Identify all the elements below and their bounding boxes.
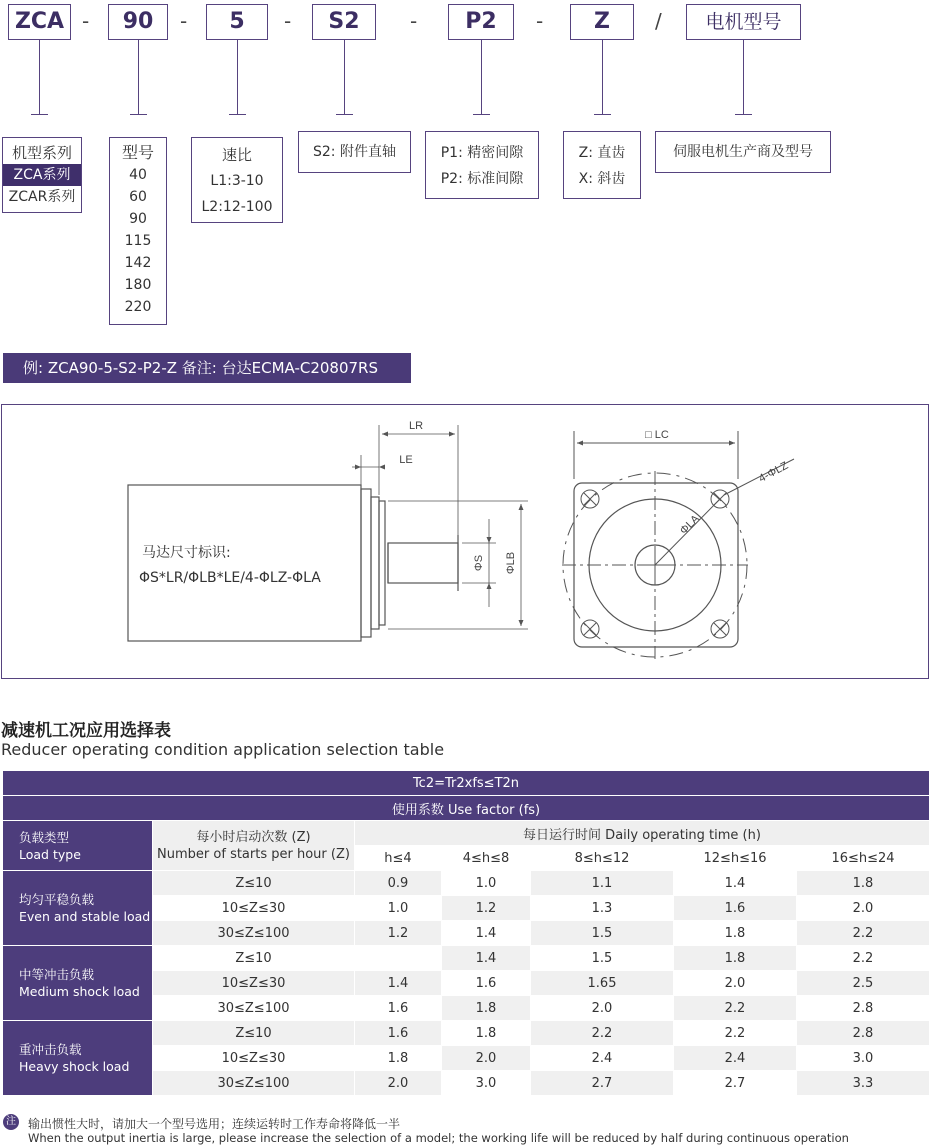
value-cell: 2.2 [674, 996, 797, 1021]
value-cell: 2.2 [797, 921, 930, 946]
gear-item: Z: 直齿 [578, 145, 626, 161]
value-cell: 1.65 [531, 971, 674, 996]
code-gear: Z [570, 4, 634, 40]
model-item: 180 [124, 277, 152, 293]
series-item: ZCAR系列 [8, 189, 76, 205]
value-cell: 1.1 [531, 871, 674, 896]
value-cell: 1.0 [355, 896, 442, 921]
starts-cell: Z≤10 [153, 946, 355, 971]
connector-tick [735, 114, 752, 115]
shaft-title: S2: 附件直轴 [313, 144, 396, 160]
value-cell: 1.8 [797, 871, 930, 896]
load-type-cell [3, 1021, 153, 1096]
selection-table-wrap [2, 770, 929, 1096]
dimension-svg [2, 405, 930, 680]
connector-tick [473, 114, 490, 115]
separator: / [655, 9, 662, 33]
separator: - [410, 9, 418, 33]
value-cell: 3.3 [797, 1071, 930, 1096]
hours-header: 4≤h≤8 [442, 846, 531, 871]
value-cell: 1.6 [355, 1021, 442, 1046]
separator: - [536, 9, 544, 33]
backlash-box [425, 131, 539, 199]
load-cn: 均匀平稳负载 [19, 892, 95, 907]
value-cell: 1.8 [355, 1046, 442, 1071]
label-phi-la: ΦLA [677, 512, 702, 537]
motor-label-title: 马达尺寸标识: [142, 545, 231, 561]
load-cn: 中等冲击负载 [19, 967, 95, 982]
motor-title: 伺服电机生产商及型号 [673, 144, 813, 160]
backlash-item: P1: 精密间隙 [440, 145, 524, 161]
load-type-en: Load type [19, 846, 81, 862]
daily-time-header: 每日运行时间 Daily operating time (h) [355, 821, 930, 846]
connector-tick [229, 114, 246, 115]
value-cell: 1.8 [442, 996, 531, 1021]
value-cell: 1.2 [442, 896, 531, 921]
code-ratio: 5 [206, 4, 268, 40]
load-type-header [3, 821, 153, 871]
note-cn: 输出惯性大时，请加大一个型号选用；连续运转时工作寿命将降低一半 [28, 1117, 401, 1131]
separator: - [284, 9, 292, 33]
connector-line [39, 40, 40, 115]
value-cell: 3.0 [442, 1071, 531, 1096]
value-cell: 2.4 [531, 1046, 674, 1071]
label-le: LE [399, 454, 413, 466]
value-cell: 0.9 [355, 871, 442, 896]
table-row [3, 871, 930, 896]
header-row [3, 821, 930, 846]
value-cell: 2.5 [797, 971, 930, 996]
starts-cell: 10≤Z≤30 [153, 1046, 355, 1071]
value-cell: 2.0 [797, 896, 930, 921]
label-phi-s: ΦS [473, 554, 485, 572]
value-cell: 1.4 [355, 971, 442, 996]
motor-label-formula: ΦS*LR/ΦLB*LE/4-ΦLZ-ΦLA [139, 570, 321, 586]
value-cell: 2.8 [797, 996, 930, 1021]
load-type-cell [3, 871, 153, 946]
load-en: Even and stable load [19, 909, 151, 924]
label-phi-lb: ΦLB [505, 551, 517, 575]
ratio-title: 速比 [221, 146, 252, 164]
starts-cell: 30≤Z≤100 [153, 996, 355, 1021]
series-title: 机型系列 [11, 144, 72, 162]
connector-tick [594, 114, 611, 115]
backlash-item: P2: 标准间隙 [440, 171, 524, 187]
series-item-selected: ZCA系列 [3, 164, 81, 186]
value-cell: 2.8 [797, 1021, 930, 1046]
value-cell: 1.4 [442, 946, 531, 971]
table-row [3, 1021, 930, 1046]
starts-header [153, 821, 355, 871]
value-cell: 1.8 [674, 946, 797, 971]
starts-cn: 每小时启动次数 (Z) [196, 829, 311, 845]
model-item: 220 [124, 299, 152, 315]
connector-line [602, 40, 603, 115]
code-backlash: P2 [448, 4, 514, 40]
use-factor-cell: 使用系数 Use factor (fs) [3, 796, 930, 821]
value-cell: 2.0 [355, 1071, 442, 1096]
load-en: Heavy shock load [19, 1059, 130, 1074]
code-motor: 电机型号 [686, 4, 801, 40]
value-cell: 1.6 [674, 896, 797, 921]
ratio-box [191, 137, 283, 223]
hours-header: 12≤h≤16 [674, 846, 797, 871]
value-cell: 2.2 [674, 1021, 797, 1046]
label-4-phi-lz: 4-ΦLZ [756, 459, 791, 486]
value-cell: 1.6 [442, 971, 531, 996]
value-cell: 1.5 [531, 921, 674, 946]
value-cell: 1.4 [442, 921, 531, 946]
flange-face [379, 501, 385, 625]
value-cell: 2.0 [531, 996, 674, 1021]
hours-header: 16≤h≤24 [797, 846, 930, 871]
starts-cell: 10≤Z≤30 [153, 971, 355, 996]
code-series: ZCA [8, 4, 71, 40]
connector-line [344, 40, 345, 115]
value-cell: 1.0 [442, 871, 531, 896]
value-cell: 1.5 [531, 946, 674, 971]
model-title: 型号 [121, 143, 154, 162]
model-item: 142 [124, 255, 152, 271]
connector-line [481, 40, 482, 115]
flange-pilot [371, 497, 379, 629]
gear-item: X: 斜齿 [578, 171, 626, 187]
code-model: 90 [108, 4, 168, 40]
section-title-en: Reducer operating condition application selection table [1, 740, 445, 759]
separator: - [180, 9, 188, 33]
starts-cell: 10≤Z≤30 [153, 896, 355, 921]
motor-box [655, 131, 831, 173]
connector-tick [31, 114, 48, 115]
section-title-cn: 减速机工况应用选择表 [1, 721, 171, 741]
value-cell: 1.8 [674, 921, 797, 946]
note-en: When the output inertia is large, please increase the selection of a model; the working life will be reduced by half during continuous operation [28, 1131, 849, 1145]
gear-box [563, 131, 641, 199]
connector-tick [336, 114, 353, 115]
hours-header: 8≤h≤12 [531, 846, 674, 871]
hours-header: h≤4 [355, 846, 442, 871]
ratio-item: L2:12-100 [201, 199, 273, 215]
use-factor-row [3, 796, 930, 821]
flange [361, 489, 371, 637]
value-cell: 2.0 [674, 971, 797, 996]
motor-body [128, 485, 361, 641]
value-cell: 1.6 [355, 996, 442, 1021]
value-cell: 2.2 [797, 946, 930, 971]
ratio-item: L1:3-10 [210, 173, 264, 189]
code-shaft: S2 [312, 4, 376, 40]
label-lc: □ LC [645, 429, 669, 441]
example-banner: 例: ZCA90-5-S2-P2-Z 备注: 台达ECMA-C20807RS [3, 353, 411, 383]
load-type-cell [3, 946, 153, 1021]
connector-tick [130, 114, 147, 115]
value-cell: 2.7 [674, 1071, 797, 1096]
formula-row [3, 771, 930, 796]
starts-cell: Z≤10 [153, 1021, 355, 1046]
value-cell: 2.4 [674, 1046, 797, 1071]
formula-cell: Tc2=Tr2xfs≤T2n [3, 771, 930, 796]
label-lr: LR [408, 420, 424, 432]
model-item: 90 [129, 211, 147, 227]
starts-en: Number of starts per hour (Z) [157, 846, 350, 862]
load-type-cn: 负载类型 [19, 829, 70, 845]
value-cell: 1.3 [531, 896, 674, 921]
value-cell: 2.2 [531, 1021, 674, 1046]
value-cell: 1.2 [355, 921, 442, 946]
value-cell: 2.7 [531, 1071, 674, 1096]
model-item: 60 [129, 189, 147, 205]
note-icon: 注 [3, 1114, 19, 1130]
connector-line [743, 40, 744, 115]
shaft-box [298, 131, 411, 173]
starts-cell: 30≤Z≤100 [153, 921, 355, 946]
dimension-drawing [1, 404, 929, 679]
starts-cell: Z≤10 [153, 871, 355, 896]
series-box [2, 137, 82, 213]
selection-table [2, 770, 930, 1096]
separator: - [82, 9, 90, 33]
value-cell: 1.8 [442, 1021, 531, 1046]
starts-cell: 30≤Z≤100 [153, 1071, 355, 1096]
connector-line [138, 40, 139, 115]
table-row [3, 946, 930, 971]
load-en: Medium shock load [19, 984, 140, 999]
connector-line [237, 40, 238, 115]
value-cell: 3.0 [797, 1046, 930, 1071]
value-cell [355, 946, 442, 971]
value-cell: 2.0 [442, 1046, 531, 1071]
model-item: 40 [129, 167, 147, 183]
value-cell: 1.4 [674, 871, 797, 896]
model-item: 115 [124, 233, 152, 249]
load-cn: 重冲击负载 [19, 1042, 82, 1057]
shaft [388, 543, 458, 583]
model-box [109, 137, 167, 325]
